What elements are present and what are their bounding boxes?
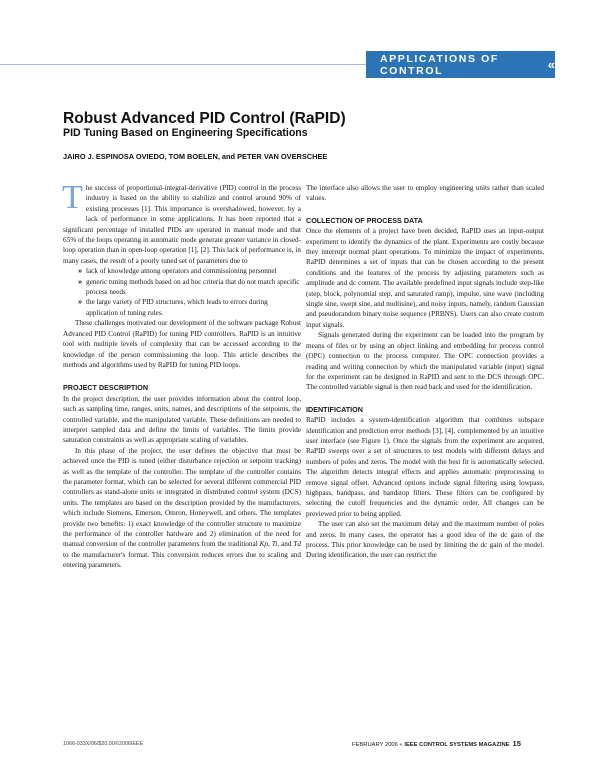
section-heading-project-description: PROJECT DESCRIPTION [63, 383, 149, 393]
footer-date: FEBRUARY 2006 [352, 742, 398, 748]
article-authors: JAIRO J. ESPINOSA OVIEDO, TOM BOELEN, and PETER VAN OVERSCHEE [63, 152, 328, 161]
chevron-left-icon: « [547, 57, 555, 72]
footer-separator: « [397, 742, 405, 748]
intro-paragraph-2: These challenges motivated our development of the software package Robust Advanced PID Control (RaPID) for tuning PID controllers. RaPID is an intuitive tool with multiple levels of complexity that can be accessed according to the knowledge of the person commissioning the loop. This article describes the methods and algorithms used by RaPID for tuning PID loops. [63, 319, 301, 369]
bullet-icon: » [78, 297, 82, 307]
left-column [62, 179, 301, 571]
list-item: » the large variety of PID structures, which leads to errors during application of tuning rules. [78, 297, 268, 317]
list-item: » lack of knowledge among operators and commissioning personnel [78, 266, 277, 276]
project-paragraph-1: In the project description, the user provides information about the control loop, such as sampling time, ranges, units, names, and descriptions of the setpoints, the controlled variable, and the manipulated variable. These definitions are needed to interpret sampled data and define the limits of variables. The limits provide saturation constraints as well as appropriate scaling of variables. [63, 394, 301, 445]
page-number: 15 [512, 739, 521, 748]
section-label: APPLICATIONS OF CONTROL [380, 52, 499, 77]
collection-paragraph-1: Once the elements of a project have been decided, RaPID uses an input-output experiment to identify the dynamics of the plant. Experiments are costly because they interrupt normal plant operations. To minimize the impact of experiments, RaPID determines a set of inputs that can be chosen according to the present conditions and the features of the process by adjusting parameters such as amplitude and dc content. The available predefined input signals include step-like (step, block, polynomial step, and saturated ramp), impulse, sine wave (including single sine, swept sine, and multisine), and noisy inputs, namely, random Gaussian and pseudorandom binary noise sequence (PRBNS). Users can also create custom input signals. [306, 227, 544, 329]
project-paragraph-2: In this phase of the project, the user defines the objective that must be achieved once the PID is tuned (either disturbance rejection or setpoint tracking) as well as the template of the controller. The template of the controller contains the parameter format, which can be selected for several different commercial PID controllers as stand-alone units or integrated in distributed control system (DCS) units. The templates are based on the description provided by the manufacturers, which include Siemens, Emerson, Omron, Honeywell, and others. The templates provide two benefits: 1) exact knowledge of the controller structure to maximize the performance of the controller hardware and 2) elimination of the need for manual conversion of the controller parameters from the traditional Kp, Ti, and Td to the manufacturer's format. This conversion reduces errors due to scaling and entering parameters. [63, 446, 301, 570]
section-heading-collection: COLLECTION OF PROCESS DATA [306, 215, 423, 225]
footer-doi: 1066-033X/06/$20.00©2006IEEE [63, 741, 144, 747]
bullet-icon: » [78, 276, 82, 286]
list-item: » generic tuning methods based on ad hoc criteria that do not match specific process needs [78, 276, 300, 297]
intro-paragraph: The success of proportional-integral-derivative (PID) control in the process industry is based on the ability to stabilize and control around 90% of existing processes [1]. This importance is overshadowed, however, by a lack of performance in some applications. It has been reported that a significant percentage of installed PIDs are operated in manual mode and that 65% of the loops operating in automatic mode generate greater variance in closed-loop operation than in open-loop operation [1], [2]. This lack of performance is, in many cases, the result of a poorly tuned set of parameters due to [62, 179, 301, 265]
bullet-icon: » [78, 266, 82, 276]
interface-paragraph: The interface also allows the user to employ engineering units rather than scaled values. [306, 184, 544, 203]
section-banner [366, 51, 555, 78]
footer-info [352, 739, 521, 748]
footer-magazine: IEEE CONTROL SYSTEMS MAGAZINE [404, 742, 510, 748]
bullet-list [63, 266, 301, 318]
drop-cap: T [62, 179, 83, 216]
article-title: Robust Advanced PID Control (RaPID) [63, 110, 346, 127]
identification-paragraph-1: RaPID includes a system-identification algorithm that combines subspace identification and prediction error methods [3], [4], complemented by an intuitive user interface (see Figure 1). Once the signals from the experiment are acquired, RaPID sweeps over a set of structures to test models with different delays and numbers of poles and zeros. The model with the best fit is automatically selected. The algorithm detects integral effects and applies automatic preprocessing to remove signal offset. Advanced options include signal filtering using lowpass, highpass, bandpass, and bandstop filters. These filters can be configured by selecting the cutoff frequencies and the dynamic order. All changes can be previewed prior to being applied. [306, 416, 544, 518]
header-rule [0, 64, 366, 65]
right-column [306, 183, 544, 561]
article-subtitle: PID Tuning Based on Engineering Specifications [63, 127, 308, 139]
section-heading-identification: IDENTIFICATION [306, 404, 363, 414]
collection-paragraph-2: Signals generated during the experiment can be loaded into the program by means of files or by using an object linking and embedding for process control (OPC) connection to the process computer. The OPC connection provides a reading and writing connection by which the manipulated variable (input) signal for the experiment can be designed in RaPID and sent to the DCS through OPC. The controlled variable signal is then read back and used for the identification. [306, 331, 544, 392]
identification-paragraph-2: The user can also set the maximum delay and the maximum number of poles and zeros. In many cases, the operator has a good idea of the dc gain of the process. This prior knowledge can be used by limiting the dc gain of the model. During identification, the user can restrict the [306, 520, 544, 560]
